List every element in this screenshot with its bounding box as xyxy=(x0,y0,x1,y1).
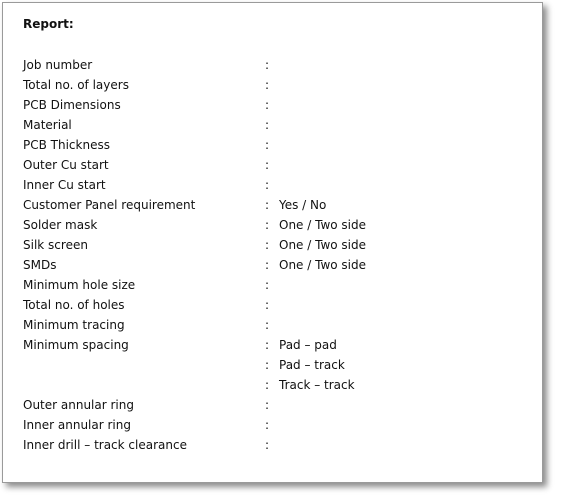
report-panel xyxy=(2,2,543,483)
field-label: Minimum spacing xyxy=(23,338,129,352)
field-separator: : xyxy=(265,138,270,152)
field-separator: : xyxy=(265,318,270,332)
field-value: Track – track xyxy=(279,378,355,392)
field-separator: : xyxy=(265,378,270,392)
report-row xyxy=(23,195,523,215)
field-separator: : xyxy=(265,338,270,352)
report-row xyxy=(23,115,523,135)
field-separator: : xyxy=(265,238,270,252)
field-value: Pad – track xyxy=(279,358,345,372)
field-label: Total no. of layers xyxy=(23,78,129,92)
field-separator: : xyxy=(265,398,270,412)
report-title: Report: xyxy=(23,17,74,31)
field-value: One / Two side xyxy=(279,258,367,272)
field-label: Outer annular ring xyxy=(23,398,134,412)
field-label: Total no. of holes xyxy=(23,298,125,312)
report-row xyxy=(23,235,523,255)
field-separator: : xyxy=(265,278,270,292)
field-label: Inner drill – track clearance xyxy=(23,438,187,452)
field-separator: : xyxy=(265,118,270,132)
field-value: Yes / No xyxy=(279,198,327,212)
report-row xyxy=(23,415,523,435)
report-row xyxy=(23,75,523,95)
field-label: Inner annular ring xyxy=(23,418,131,432)
field-separator: : xyxy=(265,58,270,72)
field-separator: : xyxy=(265,418,270,432)
field-separator: : xyxy=(265,358,270,372)
field-label: Minimum hole size xyxy=(23,278,136,292)
field-separator: : xyxy=(265,198,270,212)
report-row xyxy=(23,175,523,195)
report-row xyxy=(23,335,523,355)
report-row xyxy=(23,435,523,455)
field-separator: : xyxy=(265,78,270,92)
report-row xyxy=(23,355,523,375)
report-row xyxy=(23,155,523,175)
field-label: Outer Cu start xyxy=(23,158,109,172)
report-row xyxy=(23,55,523,75)
report-row xyxy=(23,215,523,235)
field-separator: : xyxy=(265,298,270,312)
field-separator: : xyxy=(265,438,270,452)
report-fields xyxy=(23,55,523,455)
report-row xyxy=(23,295,523,315)
field-value: Pad – pad xyxy=(279,338,337,352)
field-value: One / Two side xyxy=(279,238,367,252)
field-label: PCB Dimensions xyxy=(23,98,121,112)
field-separator: : xyxy=(265,218,270,232)
field-separator: : xyxy=(265,158,270,172)
field-label: Inner Cu start xyxy=(23,178,106,192)
report-row xyxy=(23,375,523,395)
report-row xyxy=(23,135,523,155)
field-label: SMDs xyxy=(23,258,57,272)
report-row xyxy=(23,95,523,115)
field-label: PCB Thickness xyxy=(23,138,110,152)
field-label: Material xyxy=(23,118,72,132)
field-separator: : xyxy=(265,178,270,192)
field-value: One / Two side xyxy=(279,218,367,232)
field-separator: : xyxy=(265,258,270,272)
field-label: Minimum tracing xyxy=(23,318,125,332)
field-label: Customer Panel requirement xyxy=(23,198,196,212)
report-row xyxy=(23,395,523,415)
report-row xyxy=(23,315,523,335)
field-label: Solder mask xyxy=(23,218,98,232)
report-row xyxy=(23,255,523,275)
report-row xyxy=(23,275,523,295)
field-label: Job number xyxy=(23,58,93,72)
field-label: Silk screen xyxy=(23,238,88,252)
field-separator: : xyxy=(265,98,270,112)
